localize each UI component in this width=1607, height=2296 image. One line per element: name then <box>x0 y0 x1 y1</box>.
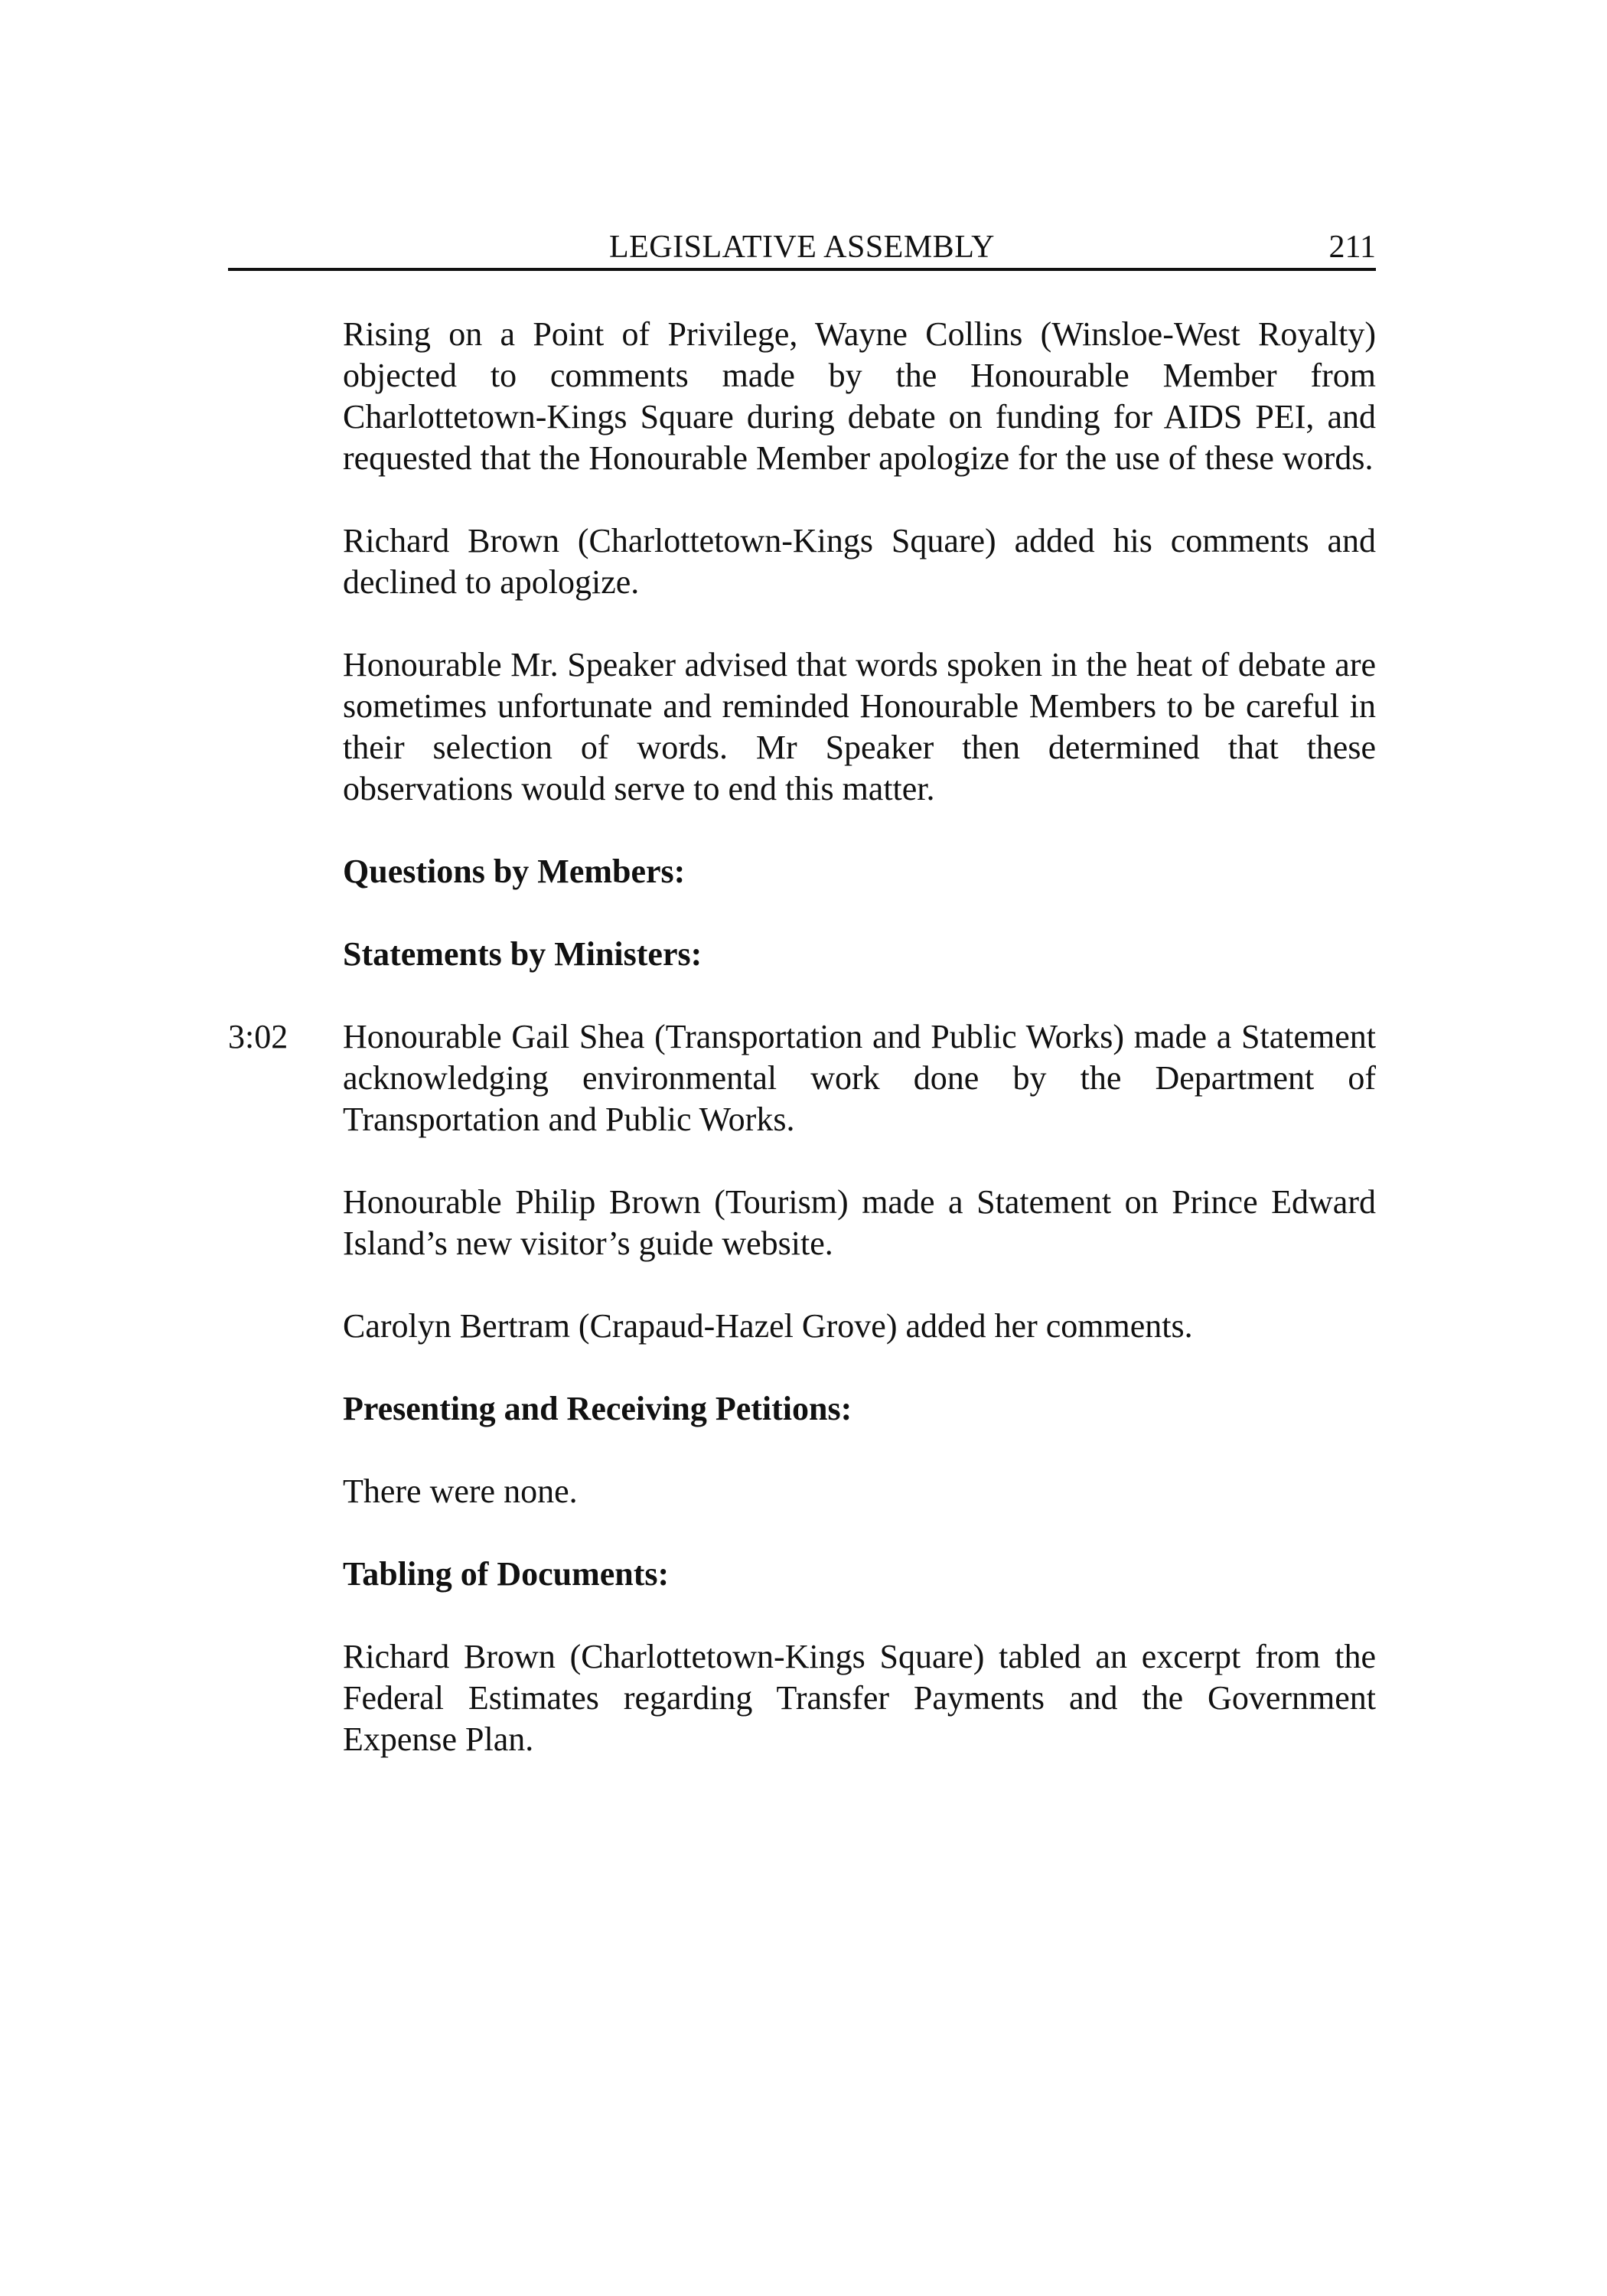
heading-questions-by-members: Questions by Members: <box>343 853 686 890</box>
header-title: LEGISLATIVE ASSEMBLY <box>609 230 995 265</box>
paragraph-speaker-ruling: Honourable Mr. Speaker advised that words spoken in the heat of debate are sometimes unfortunate and reminded Honourable Members to be careful in their selection of words. Mr Speaker then determined that these observations would serve to end this matter. <box>343 646 1376 807</box>
paragraph-philip-brown-statement: Honourable Philip Brown (Tourism) made a Statement on Prince Edward Island’s new visitor’s guide website. <box>343 1183 1376 1262</box>
document-body <box>228 314 1376 1802</box>
paragraph-brown-comments: Richard Brown (Charlottetown-Kings Square) added his comments and declined to apologize. <box>343 522 1376 601</box>
paragraph-point-of-privilege: Rising on a Point of Privilege, Wayne Collins (Winsloe-West Royalty) objected to comments made by the Honourable Member from Charlottetown-Kings Square during debate on funding for AIDS PEI, and requested that the Honourable Member apologize for the use of these words. <box>343 315 1376 477</box>
paragraph-no-petitions: There were none. <box>343 1473 578 1510</box>
heading-tabling-of-documents: Tabling of Documents: <box>343 1555 670 1593</box>
page-number: 211 <box>1328 230 1376 265</box>
timestamp: 3:02 <box>228 1018 288 1055</box>
paragraph-tabling: Richard Brown (Charlottetown-Kings Square) tabled an excerpt from the Federal Estimates regarding Transfer Payments and the Government Expense Plan. <box>343 1638 1376 1758</box>
paragraph-shea-statement-block <box>228 1016 1376 1140</box>
paragraph-bertram-comments: Carolyn Bertram (Crapaud-Hazel Grove) added her comments. <box>343 1307 1193 1345</box>
heading-petitions: Presenting and Receiving Petitions: <box>343 1390 852 1427</box>
paragraph-shea-statement: Honourable Gail Shea (Transportation and Public Works) made a Statement acknowledging environmental work done by the Department of Transportation and Public Works. <box>343 1018 1376 1138</box>
heading-statements-by-ministers: Statements by Ministers: <box>343 935 702 973</box>
page-header <box>228 227 1376 271</box>
